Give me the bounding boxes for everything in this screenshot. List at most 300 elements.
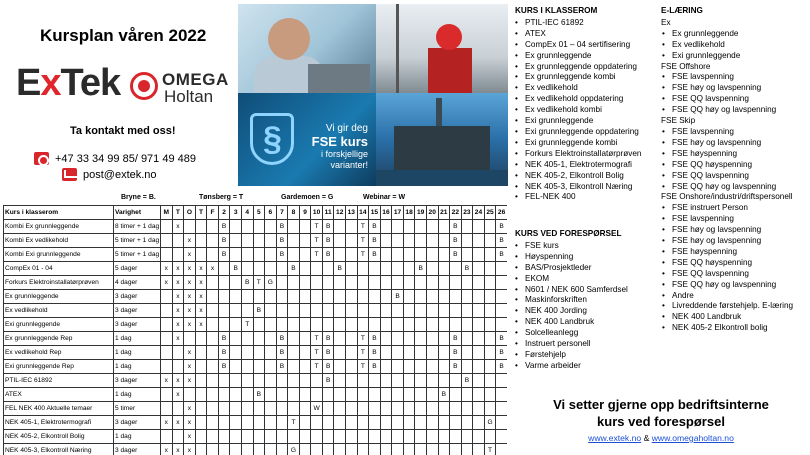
schedule-mark-cell (403, 304, 415, 318)
schedule-mark-cell (403, 416, 415, 430)
fse-promo-banner (238, 93, 376, 186)
schedule-mark-cell (218, 374, 230, 388)
classroom-heading: KURS I KLASSEROM (515, 6, 598, 15)
schedule-mark-cell (253, 262, 265, 276)
schedule-mark-cell (207, 346, 219, 360)
contact-heading: Ta kontakt med oss! (70, 125, 176, 137)
classroom-course-item: • Exi grunnleggende (515, 116, 657, 127)
classroom-course-item: • Ex grunnleggende kombi (515, 72, 657, 83)
schedule-mark-cell (473, 430, 485, 444)
schedule-mark-cell (299, 262, 311, 276)
schedule-mark-cell (415, 416, 427, 430)
schedule-mark-cell (369, 416, 381, 430)
schedule-mark-cell (346, 220, 358, 234)
schedule-mark-cell (172, 346, 184, 360)
schedule-mark-cell (322, 430, 334, 444)
schedule-mark-cell (346, 360, 358, 374)
schedule-mark-cell: x (207, 262, 219, 276)
elearning-item: • Livreddende førstehjelp. E-læring (661, 301, 810, 312)
schedule-mark-cell (496, 318, 507, 332)
schedule-mark-cell (392, 388, 404, 402)
schedule-mark-cell (461, 430, 473, 444)
col-header-day: O (184, 206, 196, 220)
schedule-mark-cell (461, 332, 473, 346)
schedule-mark-cell (276, 416, 288, 430)
schedule-mark-cell (334, 360, 346, 374)
schedule-mark-cell: T (357, 332, 369, 346)
schedule-mark-cell (403, 444, 415, 455)
duration-cell: 3 dager (114, 416, 161, 430)
link-separator: & (643, 433, 650, 443)
schedule-mark-cell (357, 416, 369, 430)
duration-cell: 4 dager (114, 276, 161, 290)
schedule-mark-cell: B (392, 290, 404, 304)
schedule-mark-cell (346, 332, 358, 346)
omega-logo-bottom: Holtan (164, 87, 214, 106)
schedule-mark-cell (426, 262, 438, 276)
schedule-mark-cell (195, 248, 207, 262)
schedule-mark-cell (253, 402, 265, 416)
schedule-mark-cell (299, 402, 311, 416)
schedule-mark-cell (484, 276, 496, 290)
schedule-mark-cell (265, 430, 277, 444)
phone-contact[interactable] (34, 152, 196, 165)
schedule-mark-cell (450, 374, 462, 388)
col-header-day: 13 (346, 206, 358, 220)
schedule-mark-cell (380, 402, 392, 416)
schedule-mark-cell: B (253, 304, 265, 318)
schedule-mark-cell (426, 416, 438, 430)
schedule-mark-cell (195, 402, 207, 416)
schedule-mark-cell (311, 318, 323, 332)
duration-cell: 1 dag (114, 388, 161, 402)
col-header-duration: Varighet (114, 206, 161, 220)
schedule-mark-cell: G (484, 416, 496, 430)
schedule-mark-cell (230, 304, 242, 318)
schedule-mark-cell (207, 360, 219, 374)
schedule-mark-cell: W (311, 402, 323, 416)
schedule-mark-cell (311, 290, 323, 304)
elearning-item: • FSE høy og lavspenning (661, 138, 810, 149)
table-row (4, 402, 508, 416)
schedule-mark-cell: x (172, 388, 184, 402)
elearning-item: • FSE QQ høy og lavspenning (661, 182, 810, 193)
schedule-mark-cell (426, 290, 438, 304)
duration-cell: 5 dager (114, 262, 161, 276)
col-header-day: 23 (461, 206, 473, 220)
elearning-group-label: FSE Offshore (661, 61, 711, 71)
schedule-mark-cell: G (288, 444, 300, 455)
schedule-mark-cell (161, 360, 173, 374)
classroom-course-item: • Exi grunnleggende kombi (515, 138, 657, 149)
schedule-mark-cell (276, 388, 288, 402)
schedule-mark-cell (403, 234, 415, 248)
schedule-mark-cell (322, 402, 334, 416)
schedule-mark-cell (299, 332, 311, 346)
schedule-mark-cell: T (357, 220, 369, 234)
schedule-mark-cell (450, 318, 462, 332)
elearning-item: • FSE QQ høy og lavspenning (661, 280, 810, 291)
schedule-mark-cell: T (357, 234, 369, 248)
schedule-mark-cell (241, 430, 253, 444)
schedule-mark-cell (218, 262, 230, 276)
request-course-item: • BAS/Prosjektleder (515, 263, 657, 274)
schedule-mark-cell (496, 402, 507, 416)
schedule-mark-cell (438, 276, 450, 290)
promo-line1: Vi gir deg (325, 123, 368, 134)
schedule-mark-cell (415, 234, 427, 248)
schedule-mark-cell (415, 220, 427, 234)
schedule-mark-cell (392, 220, 404, 234)
schedule-mark-cell (230, 248, 242, 262)
schedule-mark-cell (392, 262, 404, 276)
email-contact[interactable] (62, 168, 157, 181)
schedule-mark-cell: B (241, 276, 253, 290)
schedule-mark-cell (403, 290, 415, 304)
schedule-mark-cell (322, 262, 334, 276)
schedule-mark-cell: B (450, 248, 462, 262)
schedule-mark-cell (346, 444, 358, 455)
elearning-item: • FSE QQ lavspenning (661, 94, 810, 105)
col-header-day: 22 (450, 206, 462, 220)
schedule-mark-cell (484, 318, 496, 332)
schedule-mark-cell (473, 220, 485, 234)
schedule-mark-cell (230, 388, 242, 402)
schedule-mark-cell (415, 346, 427, 360)
schedule-mark-cell (207, 416, 219, 430)
schedule-mark-cell (426, 318, 438, 332)
schedule-mark-cell: x (172, 220, 184, 234)
schedule-mark-cell (438, 374, 450, 388)
schedule-mark-cell (218, 304, 230, 318)
photo-offshore-platform (376, 93, 508, 186)
table-row (4, 318, 508, 332)
schedule-table (3, 205, 507, 455)
elearning-item: • FSE lavspenning (661, 72, 810, 83)
schedule-mark-cell (265, 248, 277, 262)
schedule-mark-cell (415, 318, 427, 332)
schedule-mark-cell (195, 416, 207, 430)
schedule-mark-cell (230, 318, 242, 332)
schedule-mark-cell (288, 318, 300, 332)
schedule-mark-cell (265, 318, 277, 332)
schedule-mark-cell: x (195, 276, 207, 290)
col-header-day: 10 (311, 206, 323, 220)
col-header-day: 21 (438, 206, 450, 220)
schedule-mark-cell (265, 290, 277, 304)
schedule-mark-cell (241, 262, 253, 276)
schedule-mark-cell (473, 444, 485, 455)
schedule-mark-cell (172, 248, 184, 262)
schedule-mark-cell (253, 248, 265, 262)
elearning-item: • FSE høy og lavspenning (661, 236, 810, 247)
schedule-mark-cell (265, 262, 277, 276)
duration-cell: 8 timer + 1 dag (114, 220, 161, 234)
table-row (4, 262, 508, 276)
schedule-mark-cell (346, 262, 358, 276)
schedule-mark-cell (438, 360, 450, 374)
schedule-mark-cell (299, 220, 311, 234)
schedule-mark-cell (438, 234, 450, 248)
email-address[interactable]: post@extek.no (83, 168, 157, 181)
schedule-mark-cell: x (184, 416, 196, 430)
schedule-mark-cell (415, 444, 427, 455)
table-row (4, 234, 508, 248)
schedule-mark-cell (415, 332, 427, 346)
schedule-mark-cell (311, 388, 323, 402)
omegaholtan-link[interactable]: www.omegaholtan.no (651, 433, 734, 443)
schedule-mark-cell: B (496, 332, 507, 346)
schedule-mark-cell (288, 346, 300, 360)
request-course-item: • Varme arbeider (515, 361, 657, 372)
schedule-mark-cell (438, 290, 450, 304)
schedule-mark-cell (299, 374, 311, 388)
schedule-mark-cell (392, 360, 404, 374)
col-header-day: 24 (473, 206, 485, 220)
schedule-mark-cell (473, 304, 485, 318)
col-header-day: 2 (218, 206, 230, 220)
schedule-mark-cell (403, 346, 415, 360)
schedule-mark-cell (369, 318, 381, 332)
schedule-mark-cell (415, 248, 427, 262)
schedule-mark-cell: T (288, 416, 300, 430)
schedule-mark-cell: x (184, 276, 196, 290)
schedule-mark-cell (184, 220, 196, 234)
schedule-mark-cell (380, 374, 392, 388)
duration-cell: 1 dag (114, 332, 161, 346)
schedule-mark-cell: B (230, 262, 242, 276)
course-name-cell: FEL NEK 400 Aktuelle temaer (4, 402, 114, 416)
duration-cell: 5 timer + 1 dag (114, 248, 161, 262)
phone-number[interactable]: +47 33 34 99 85/ 971 49 489 (55, 152, 196, 165)
schedule-mark-cell (380, 262, 392, 276)
schedule-mark-cell (380, 318, 392, 332)
schedule-mark-cell: B (496, 346, 507, 360)
col-header-day: 18 (403, 206, 415, 220)
schedule-mark-cell (403, 388, 415, 402)
schedule-mark-cell (403, 318, 415, 332)
schedule-mark-cell (161, 346, 173, 360)
schedule-mark-cell: x (184, 444, 196, 455)
schedule-mark-cell (207, 318, 219, 332)
schedule-mark-cell (380, 220, 392, 234)
duration-cell: 3 dager (114, 374, 161, 388)
schedule-mark-cell (299, 416, 311, 430)
schedule-mark-cell (403, 430, 415, 444)
table-row (4, 388, 508, 402)
schedule-mark-cell (265, 416, 277, 430)
schedule-mark-cell (230, 360, 242, 374)
schedule-mark-cell: T (311, 360, 323, 374)
schedule-mark-cell: x (184, 318, 196, 332)
col-header-day: 12 (334, 206, 346, 220)
schedule-mark-cell (496, 388, 507, 402)
schedule-mark-cell (346, 248, 358, 262)
schedule-mark-cell (426, 430, 438, 444)
schedule-mark-cell (195, 374, 207, 388)
table-row (4, 374, 508, 388)
schedule-mark-cell: B (218, 360, 230, 374)
schedule-mark-cell (484, 220, 496, 234)
schedule-mark-cell: x (184, 346, 196, 360)
schedule-mark-cell (346, 402, 358, 416)
legend-gardemoen: Gardemoen = G (281, 194, 334, 201)
schedule-mark-cell (426, 346, 438, 360)
schedule-mark-cell: x (161, 374, 173, 388)
schedule-mark-cell (253, 374, 265, 388)
schedule-mark-cell (403, 374, 415, 388)
schedule-mark-cell: B (322, 220, 334, 234)
schedule-mark-cell: B (415, 262, 427, 276)
schedule-mark-cell (265, 346, 277, 360)
schedule-mark-cell (380, 346, 392, 360)
schedule-mark-cell (484, 290, 496, 304)
schedule-mark-cell (299, 318, 311, 332)
schedule-mark-cell (276, 262, 288, 276)
schedule-mark-cell (484, 388, 496, 402)
course-name-cell: ATEX (4, 388, 114, 402)
duration-cell: 3 dager (114, 290, 161, 304)
col-header-day: 17 (392, 206, 404, 220)
schedule-mark-cell (357, 290, 369, 304)
schedule-mark-cell: T (484, 444, 496, 455)
schedule-mark-cell (484, 430, 496, 444)
schedule-mark-cell (426, 388, 438, 402)
schedule-mark-cell (218, 290, 230, 304)
request-course-item: • Instruert personell (515, 339, 657, 350)
schedule-mark-cell (461, 388, 473, 402)
schedule-mark-cell (161, 402, 173, 416)
course-name-cell: NEK 405-2, Elkontroll Bolig (4, 430, 114, 444)
table-row (4, 346, 508, 360)
schedule-mark-cell (461, 444, 473, 455)
elearning-group-label: FSE Onshore/industri/driftspersonell (661, 192, 793, 202)
extek-link[interactable]: www.extek.no (588, 433, 642, 443)
schedule-mark-cell (207, 248, 219, 262)
schedule-mark-cell (322, 318, 334, 332)
schedule-mark-cell (230, 430, 242, 444)
schedule-mark-cell (288, 304, 300, 318)
schedule-mark-cell (426, 332, 438, 346)
schedule-mark-cell: B (450, 346, 462, 360)
schedule-mark-cell (265, 402, 277, 416)
schedule-mark-cell (230, 346, 242, 360)
schedule-mark-cell: B (369, 234, 381, 248)
schedule-mark-cell (218, 402, 230, 416)
schedule-mark-cell (241, 360, 253, 374)
schedule-mark-cell: B (276, 234, 288, 248)
schedule-mark-cell: B (369, 360, 381, 374)
schedule-mark-cell (253, 332, 265, 346)
schedule-mark-cell: B (369, 220, 381, 234)
schedule-mark-cell (334, 416, 346, 430)
schedule-mark-cell (161, 430, 173, 444)
schedule-mark-cell (357, 388, 369, 402)
course-name-cell: Ex grunnleggende (4, 290, 114, 304)
classroom-course-item: • NEK 405-1, Elektrotermografi (515, 160, 657, 171)
schedule-mark-cell (276, 444, 288, 455)
request-course-item: • EKOM (515, 274, 657, 285)
schedule-mark-cell (161, 290, 173, 304)
table-row (4, 276, 508, 290)
elearning-item: • Ex grunnleggende (661, 29, 810, 40)
schedule-mark-cell: B (438, 388, 450, 402)
schedule-mark-cell (438, 304, 450, 318)
schedule-mark-cell: T (311, 332, 323, 346)
schedule-mark-cell (461, 304, 473, 318)
schedule-mark-cell (473, 318, 485, 332)
schedule-mark-cell (207, 402, 219, 416)
schedule-mark-cell (473, 416, 485, 430)
table-row (4, 220, 508, 234)
table-row (4, 416, 508, 430)
schedule-mark-cell: B (218, 346, 230, 360)
course-name-cell: Kombi Exi grunnleggende (4, 248, 114, 262)
schedule-mark-cell (369, 430, 381, 444)
schedule-mark-cell (450, 262, 462, 276)
schedule-mark-cell: T (357, 346, 369, 360)
schedule-mark-cell (207, 332, 219, 346)
schedule-mark-cell (473, 262, 485, 276)
schedule-mark-cell (403, 220, 415, 234)
schedule-mark-cell: B (369, 332, 381, 346)
schedule-mark-cell (473, 360, 485, 374)
schedule-mark-cell (461, 416, 473, 430)
elearning-item: • FSE QQ høyspenning (661, 258, 810, 269)
schedule-mark-cell (415, 276, 427, 290)
schedule-mark-cell (299, 444, 311, 455)
classroom-course-item: • FEL-NEK 400 (515, 192, 657, 203)
schedule-mark-cell (253, 416, 265, 430)
schedule-mark-cell (195, 332, 207, 346)
classroom-course-item: • NEK 405-3, Elkontroll Næring (515, 182, 657, 193)
schedule-mark-cell (195, 444, 207, 455)
request-heading: KURS VED FORESPØRSEL (515, 229, 622, 238)
schedule-mark-cell (346, 374, 358, 388)
schedule-mark-cell (334, 402, 346, 416)
schedule-mark-cell (380, 290, 392, 304)
schedule-mark-cell (461, 346, 473, 360)
schedule-mark-cell: x (172, 290, 184, 304)
schedule-mark-cell: x (161, 416, 173, 430)
schedule-mark-cell (346, 388, 358, 402)
schedule-mark-cell (218, 430, 230, 444)
schedule-mark-cell (299, 248, 311, 262)
schedule-mark-cell (438, 430, 450, 444)
elearning-item: • FSE lavspenning (661, 214, 810, 225)
schedule-mark-cell (496, 416, 507, 430)
omega-emblem-icon (130, 72, 158, 100)
schedule-mark-cell (172, 234, 184, 248)
schedule-mark-cell (184, 388, 196, 402)
classroom-course-item: • PTIL-IEC 61892 (515, 18, 657, 29)
duration-cell: 5 timer (114, 402, 161, 416)
schedule-mark-cell (461, 360, 473, 374)
schedule-mark-cell (380, 332, 392, 346)
schedule-mark-cell (496, 430, 507, 444)
schedule-mark-cell: x (172, 304, 184, 318)
schedule-mark-cell (484, 262, 496, 276)
schedule-mark-cell (253, 318, 265, 332)
schedule-mark-cell (346, 276, 358, 290)
schedule-mark-cell (161, 318, 173, 332)
schedule-mark-cell (426, 276, 438, 290)
schedule-mark-cell (322, 290, 334, 304)
schedule-mark-cell (218, 276, 230, 290)
schedule-mark-cell (496, 304, 507, 318)
schedule-mark-cell (392, 318, 404, 332)
schedule-mark-cell (230, 276, 242, 290)
